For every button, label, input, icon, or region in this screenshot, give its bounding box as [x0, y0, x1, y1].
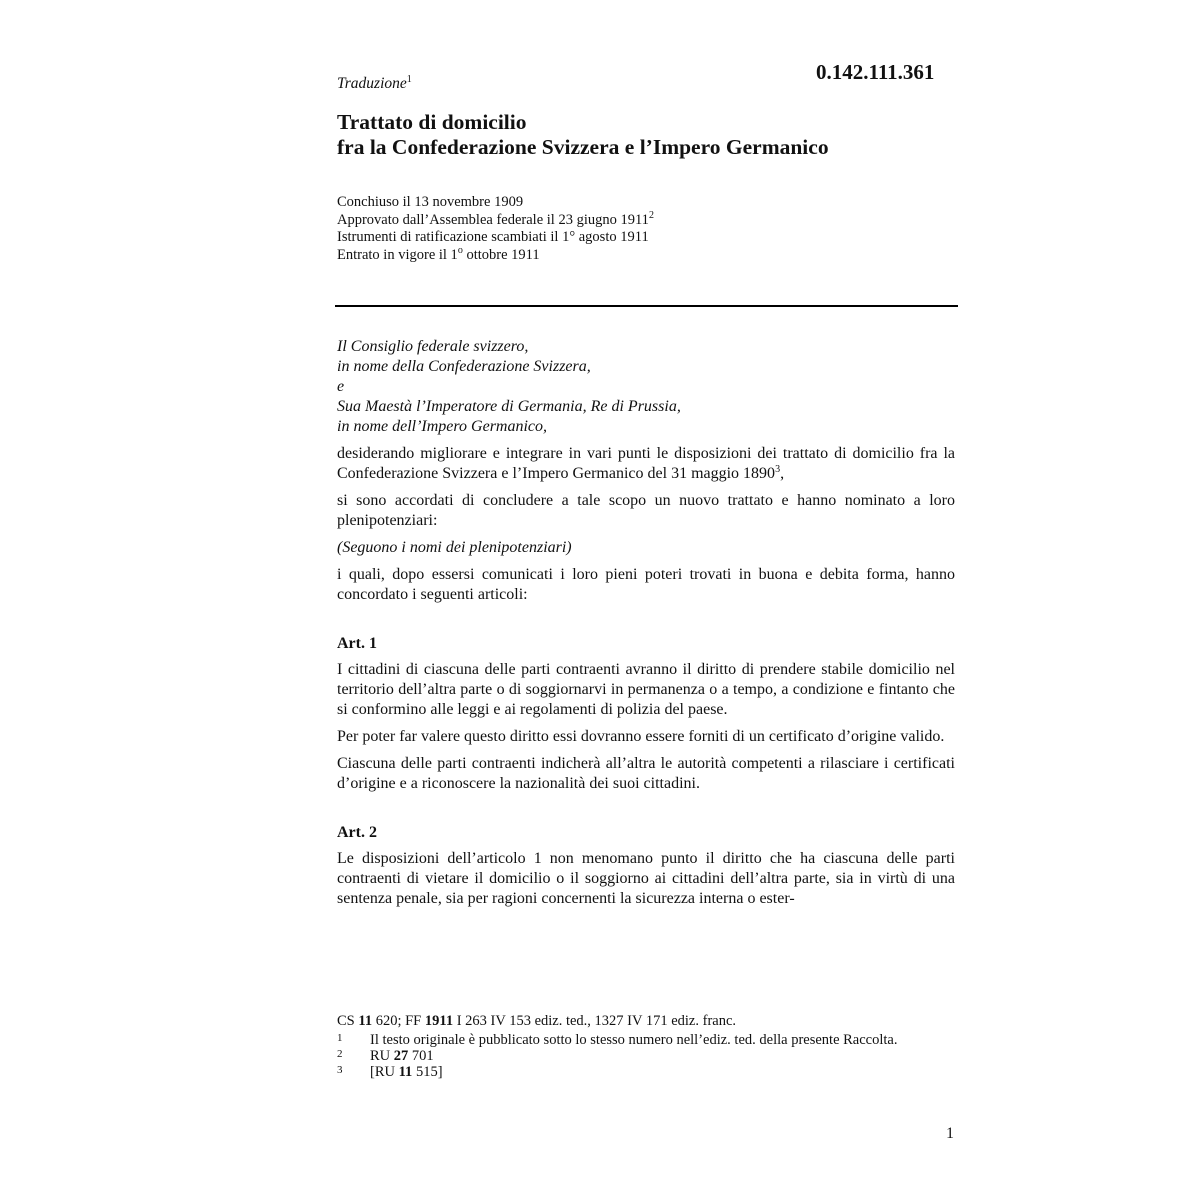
document-title	[337, 110, 829, 160]
entry-into-force: Entrato in vigore il 1$^o$ ottobre 1911	[337, 244, 540, 263]
footnote-ref-1[interactable]: 1	[406, 74, 412, 85]
article-paragraph: I cittadini di ciascuna delle parti contraenti avranno il diritto di prendere stabile domicilio nel territorio dell’altra parte o di soggiornarvi in permanenza o a tempo, a condizione e fintanto che si conformino alle leggi e ai regolamenti di polizia del paese.	[337, 661, 955, 718]
party-line: Il Consiglio federale svizzero,	[337, 338, 529, 355]
concluded-date: Conchiuso il 13 novembre 1909	[337, 194, 524, 210]
ratification-date: Istrumenti di ratificazione scambiati il 1° agosto 1911	[337, 229, 649, 245]
page-number: 1	[946, 1125, 954, 1142]
footnote-ref-3[interactable]: 3	[775, 464, 781, 475]
preamble-paragraph: i quali, dopo essersi comunicati i loro pieni poteri trovati in buona e debita forma, hanno concordato i seguenti articoli:	[337, 566, 955, 603]
document-body	[337, 337, 955, 909]
footnotes	[337, 1013, 937, 1080]
plenipotentiaries-note: (Seguono i nomi dei plenipotenziari)	[337, 539, 572, 556]
treaty-metadata	[337, 194, 654, 264]
article-paragraph: Ciascuna delle parti contraenti indicherà all’altra le autorità competenti a rilasciare i certificati d’origine e a riconoscere la nazionalità dei suoi cittadini.	[337, 755, 955, 792]
footnote-1: 1 Il testo originale è pubblicato sotto lo stesso numero nell’ediz. ted. della presente Raccolta.	[337, 1032, 898, 1048]
title-line-2: fra la Confederazione Svizzera e l’Impero Germanico	[337, 135, 829, 159]
translation-label: Traduzione$^1$	[337, 74, 412, 92]
party-line: e	[337, 378, 345, 395]
article-paragraph: Le disposizioni dell’articolo 1 non menomano punto il diritto che ha ciascuna delle parti contraenti di vietare il domicilio o il soggiorno ai cittadini dell’altra parte, sia in virtù di una sentenza penale, sia per ragioni concernenti la sicurezza interna o ester-	[337, 850, 955, 907]
header-rule	[335, 305, 958, 307]
source-reference: CS 11 620; FF 1911 I 263 IV 153 ediz. ted., 1327 IV 171 ediz. franc.	[337, 1013, 737, 1029]
footnote-3: 3 [RU 11 515]	[337, 1064, 443, 1080]
article-paragraph: Per poter far valere questo diritto essi dovranno essere forniti di un certificato d’origine valido.	[337, 728, 945, 745]
preamble-parties	[337, 337, 955, 437]
sr-number: 0.142.111.361	[816, 60, 935, 84]
party-line: in nome dell’Impero Germanico,	[337, 418, 548, 435]
article-heading: Art. 2	[337, 824, 377, 841]
footnote-ref-2[interactable]: 2	[648, 209, 654, 221]
footnote-2: 2 RU 27 701	[337, 1048, 434, 1064]
preamble-paragraph: desiderando migliorare e integrare in vari punti le disposizioni dei trattato di domicilio fra la Confederazione Svizzera e l’Impero Germanico del 31 maggio 1890$^3$,	[337, 445, 955, 482]
party-line: in nome della Confederazione Svizzera,	[337, 358, 591, 375]
article-heading: Art. 1	[337, 635, 377, 652]
preamble-paragraph: si sono accordati di concludere a tale scopo un nuovo trattato e hanno nominato a loro plenipotenziari:	[337, 492, 955, 529]
approved-date: Approvato dall’Assemblea federale il 23 giugno 1911$^2$	[337, 209, 654, 228]
title-line-1: Trattato di domicilio	[337, 110, 527, 134]
party-line: Sua Maestà l’Imperatore di Germania, Re di Prussia,	[337, 398, 681, 415]
